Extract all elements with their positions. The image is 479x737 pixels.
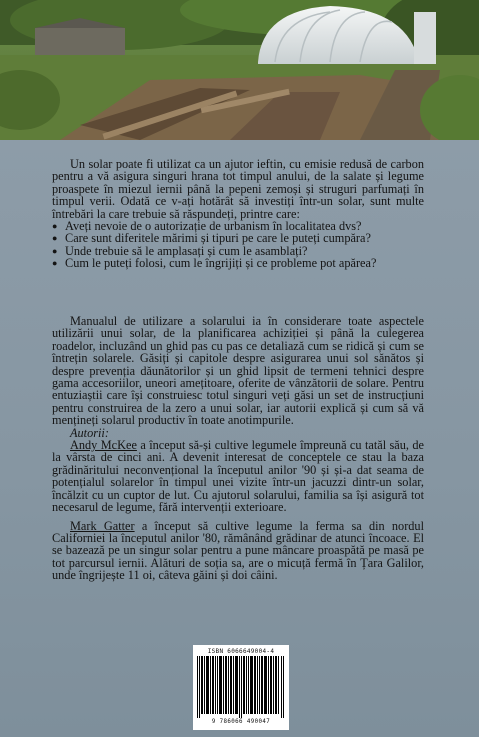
author-mark-text: a început să cultive legume la ferma sa din nordul Californiei la începutul anilor '80, rămânând grădinar de atunci încoace. El se bazează pe un singur solar pentru a pune mâncare proaspătă pe masă pe tot parcursul iernii. Alături de soția sa, are o micuță fermă în Țara Galilor, unde îngrijește 11 oi, câteva găini și doi câini. bbox=[52, 518, 425, 583]
author-andy-bio bbox=[52, 439, 424, 513]
question-list bbox=[52, 220, 424, 270]
barcode-bars bbox=[197, 656, 285, 718]
manual-section bbox=[52, 315, 424, 582]
author-mark-bio bbox=[52, 520, 424, 582]
author-andy-name: Andy McKee bbox=[70, 438, 137, 453]
manual-paragraph: Manualul de utilizare a solarului ia în considerare toate aspectele utilizării unui solar, de la planificarea achiziției și până la culegerea roadelor, incluzând un ghid pas cu pas ce detaliază cum se ridică și cum se întrețin solarele. Găsiți și capitole despre asigurarea unui sol sănătos și despre prevenția dăunătorilor și un ghid lipsit de termeni tehnici despre gama accesoriilor, uneori amețitoare, oferite de vânzătorii de solare. Pentru entuziaștii care își construiesc totul singuri veți găsi un set de instrucțiuni pentru construirea de la zero a unui solar, iar autorii explică și cum să vă mențineți solarul productiv în toate anotimpurile. bbox=[52, 314, 424, 428]
barcode-number: 9 786066 490047 bbox=[211, 719, 271, 725]
question-item: ● Care sunt diferitele mărimi și tipuri pe care le puteți cumpăra? bbox=[52, 232, 424, 244]
question-item: ● Aveți nevoie de o autorizație de urbanism în localitatea dvs? bbox=[52, 220, 424, 232]
intro-paragraph: Un solar poate fi utilizat ca un ajutor ieftin, cu emisie redusă de carbon pentru a vă asigura singuri hrana tot timpul anului, de la salate și legume proaspete în miezul iernii până la pepeni zemoși și struguri parfumați în timpul verii. Odată ce v-ați hotărât să investiți într-un solar, sunt multe întrebări la care trebuie să răspundeți, printre care: bbox=[52, 157, 424, 221]
author-mark-name: Mark Gatter bbox=[70, 518, 135, 533]
authors-heading: Autorii: bbox=[70, 425, 109, 440]
question-item: ● Cum le puteți folosi, cum le îngrijiți și ce probleme pot apărea? bbox=[52, 257, 424, 269]
isbn-barcode bbox=[193, 645, 289, 730]
author-andy-text: a început să-și cultive legumele împreună cu tatăl său, de la vârsta de cinci ani. A devenit interesat de conceptele ce stau la baza grădinăritului neconvențional la începutul anilor '90 și și-a dat seama de potențialul solarelor în timpul unei vizite într-un jacuzzi dintr-un solar, încălzit cu un cuptor de lut. Cu ajutorul solarului, familia sa își asigură tot necesarul de legume, fără intervenții exterioare. bbox=[52, 438, 424, 515]
intro-section bbox=[52, 158, 424, 270]
question-item: ● Unde trebuie să le amplasați și cum le asamblați? bbox=[52, 245, 424, 257]
cover-photo-greenhouse bbox=[0, 0, 479, 140]
garden-photo-image bbox=[0, 0, 479, 140]
isbn-label: ISBN 6066649004-4 bbox=[207, 648, 275, 655]
